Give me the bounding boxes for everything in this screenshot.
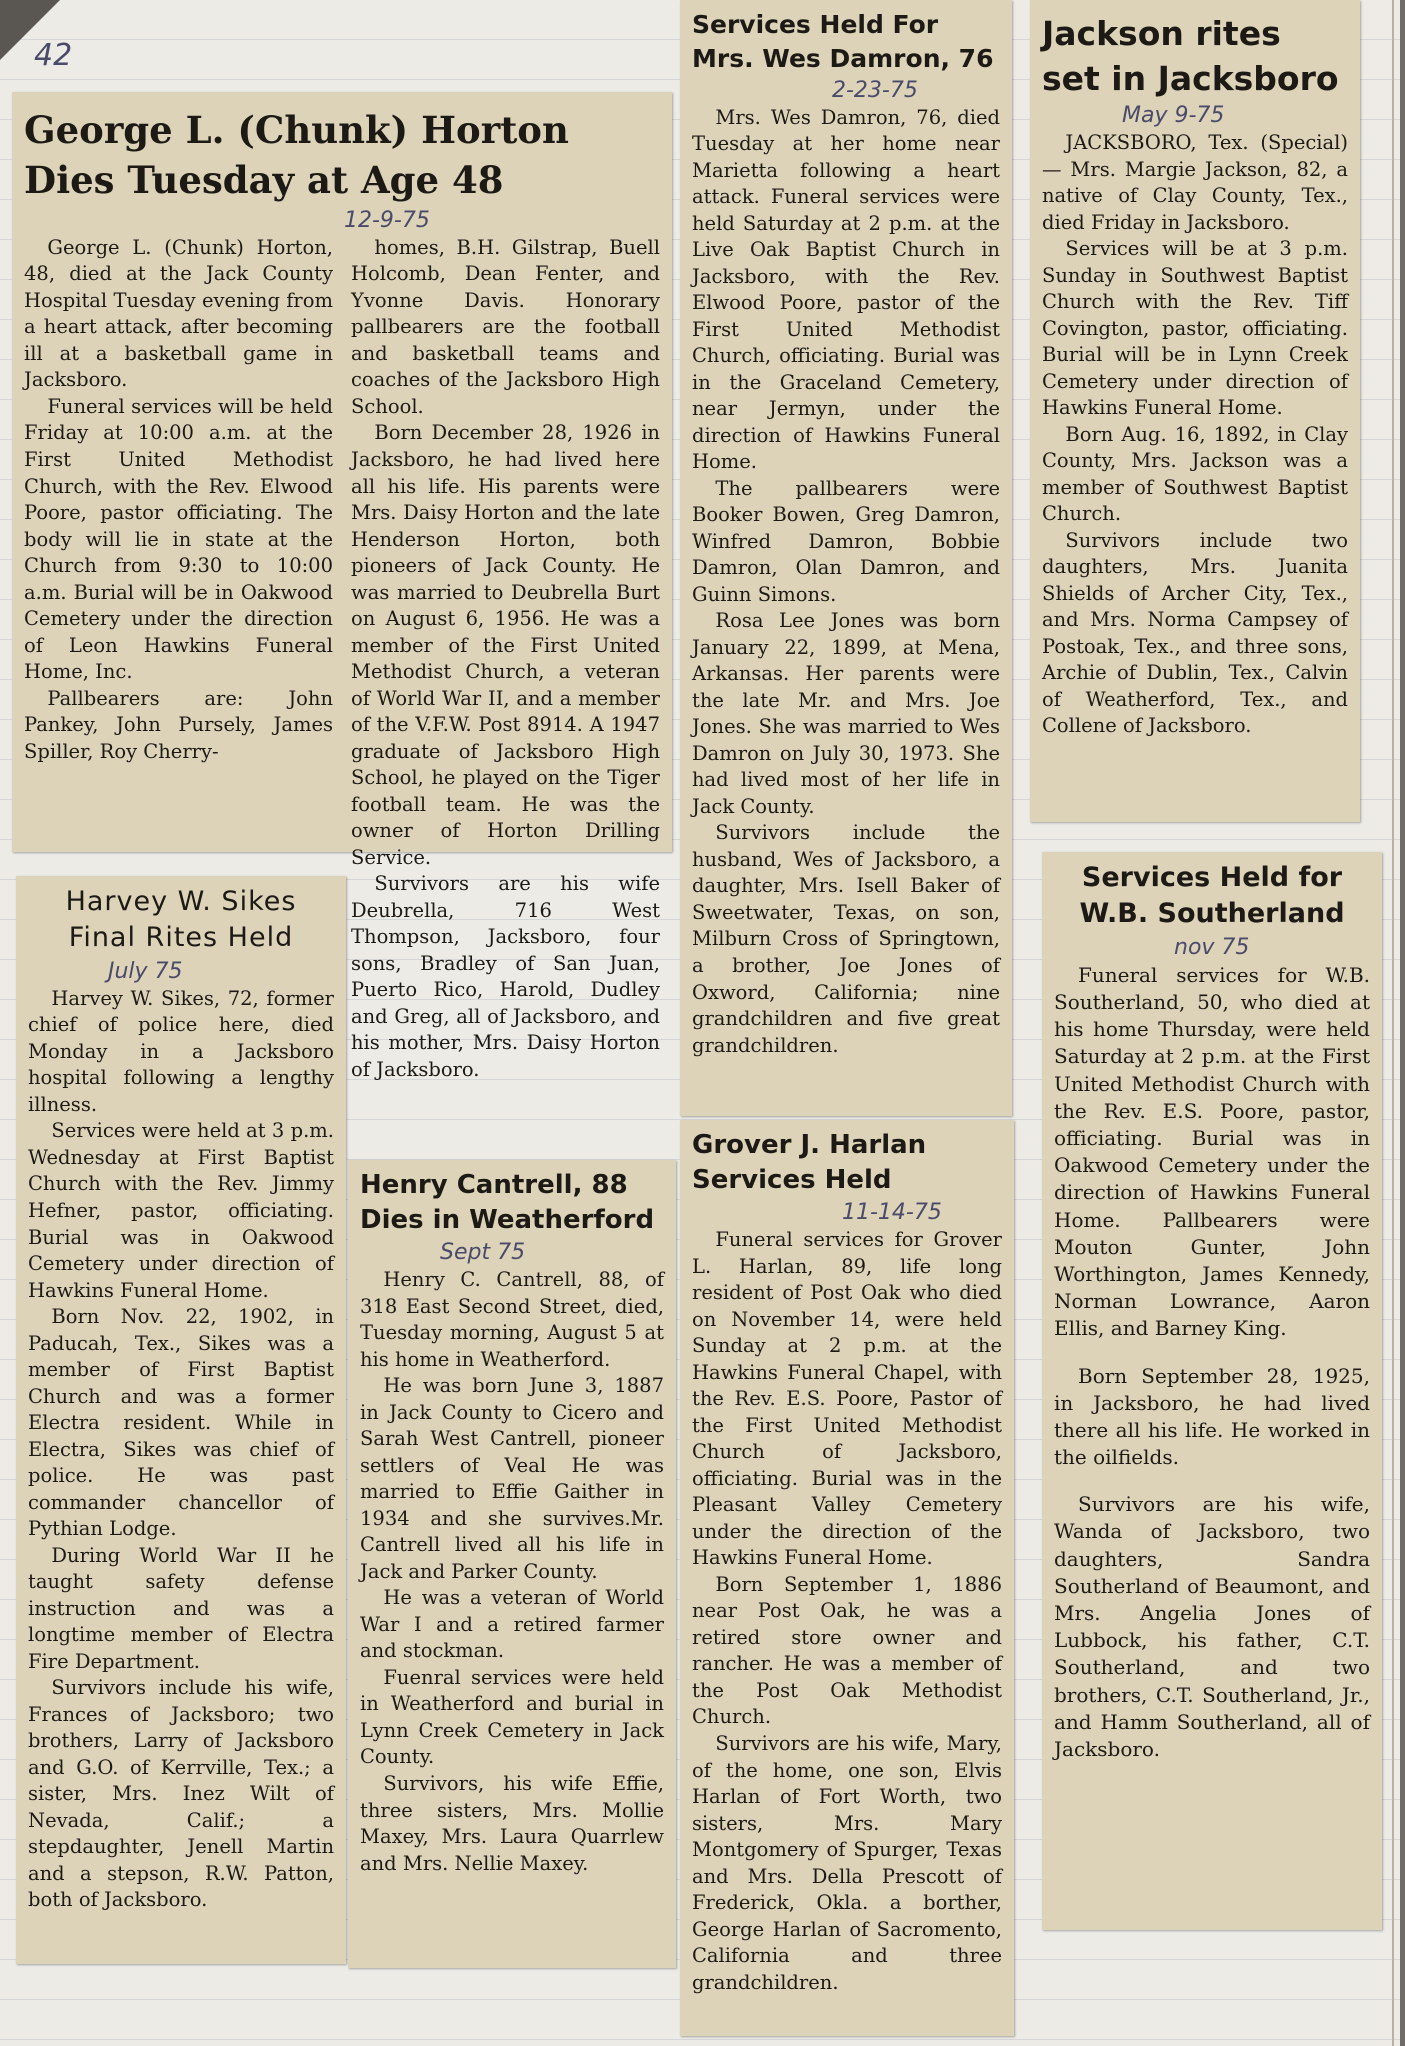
cantrell-paragraph: He was born June 3, 1887 in Jack County to Cicero and Sarah West Cantrell, pioneer settlers of Veal He was married to Effie Gaither in 1934 and she survives.Mr. Cantrell lived all his life in Jack and Parker County. [360,1374,664,1583]
cantrell-paragraph: Fuenral services were held in Weatherford and burial in Lynn Creek Cemetery in Jack County. [360,1665,664,1769]
sikes-headline: Harvey W. Sikes Final Rites Held [65,886,297,954]
damron-paragraph: Survivors include the husband, Wes of Jacksboro, a daughter, Mrs. Isell Baker of Sweetwater, Texas, on son, Milburn Cross of Springtown, a brother, Joe Jones of Oxword, California; nine grandchildren and five great grandchildren. [692,821,1000,1057]
horton-date-note: 12-9-75 [344,207,430,233]
horton-paragraph: Funeral services will be held Friday at 10:00 a.m. at the First United Methodist Church, with the Rev. Elwood Poore, pastor officiating. The body will lie in state at the Church from 9:30 to 10:00 a.m. Burial will be in Oakwood Cemetery under the direction of Leon Hawkins Funeral Home, Inc. [24,394,333,684]
clipping-harlan [680,1120,1014,2036]
horton-column-2 [351,235,660,1084]
horton-paragraph: Born December 28, 1926 in Jacksboro, he had lived here all his life. His parents were Mrs. Daisy Horton and the late Henderson Horton, both pioneers of Jack County. He was married to Deubrella Burt on August 6, 1956. He was a member of the First United Methodist Church, a veteran of World War II, and a member of the V.F.W. Post 8914. A 1947 graduate of Jacksboro High School, he played on the Tiger football team. He was the owner of Horton Drilling Service. [351,421,660,869]
horton-paragraph: Pallbearers are: John Pankey, John Pursely, James Spiller, Roy Cherry- [24,686,333,763]
harlan-headline: Grover J. Harlan Services Held [692,1130,927,1196]
clipping-sikes [16,876,346,1964]
jackson-date-note: May 9-75 [1122,103,1225,129]
southerland-paragraph: Born September 28, 1925, in Jacksboro, he had lived there all his life. He worked in the oilfields. [1054,1363,1370,1470]
cantrell-headline: Henry Cantrell, 88 Dies in Weatherford [360,1170,655,1236]
cantrell-paragraph: Henry C. Cantrell, 88, of 318 East Second Street, died, Tuesday morning, August 5 at his home in Weatherford. [360,1268,664,1371]
clipping-southerland [1042,852,1382,1930]
damron-date-note: 2-23-75 [832,77,918,103]
southerland-date-note: nov 75 [1174,934,1250,960]
southerland-paragraph: Survivors are his wife, Wanda of Jacksboro, two daughters, Sandra Southerland of Beaumont, and Mrs. Angelia Jones of Lubbock, his father, C.T. Southerland, and two brothers, C.T. Southerland, Jr., and Hamm Southerland, all of Jacksboro. [1054,1492,1370,1761]
page-number-note: 42 [34,38,73,73]
southerland-paragraph: Funeral services for W.B. Southerland, 50, who died at his home Thursday, were held Saturday at 2 p.m. at the First United Methodist Church with the Rev. E.S. Poore, pastor, officiating. Burial was in Oakwood Cemetery under the direction of Hawkins Funeral Home. Pallbearers were Mouton Gunter, John Worthington, James Kennedy, Norman Lowrance, Aaron Ellis, and Barney King. [1054,962,1370,1341]
harlan-paragraph: Funeral services for Grover L. Harlan, 89, life long resident of Post Oak who died on November 14, were held Sunday at 2 p.m. at the Hawkins Funeral Chapel, with the Rev. E.S. Poore, Pastor of the First United Methodist Church of Jacksboro, officiating. Burial was in the Pleasant Valley Cemetery under the direction of the Hawkins Funeral Home. [692,1228,1002,1570]
damron-paragraph: The pallbearers were Booker Bowen, Greg Damron, Winfred Damron, Bobbie Damron, Olan Damron, and Guinn Simons. [692,476,1000,606]
sikes-date-note: July 75 [108,958,183,984]
cantrell-date-note: Sept 75 [440,1240,526,1266]
jackson-headline: Jackson rites set in Jacksboro [1042,14,1339,98]
clipping-damron [680,0,1012,1116]
sikes-paragraph: Harvey W. Sikes, 72, former chief of police here, died Monday in a Jacksboro hospital following a lengthy illness. [28,986,334,1116]
page-margin-line [1392,0,1394,2046]
cantrell-paragraph: He was a veteran of World War I and a retired farmer and stockman. [360,1586,664,1663]
southerland-headline: Services Held for W.B. Southerland [1079,862,1345,930]
sikes-paragraph: Survivors include his wife, Frances of Jacksboro; two brothers, Larry of Jacksboro and G.O. of Kerrville, Tex.; a sister, Mrs. Inez Wilt of Nevada, Calif.; a stepdaughter, Jenell Martin and a stepson, R.W. Patton, both of Jacksboro. [28,1676,334,1912]
sikes-paragraph: During World War II he taught safety defense instruction and was a longtime member of Electra Fire Department. [28,1543,334,1673]
jackson-paragraph: JACKSBORO, Tex. (Special) — Mrs. Margie Jackson, 82, a native of Clay County, Tex., died Friday in Jacksboro. [1042,131,1348,234]
horton-paragraph: George L. (Chunk) Horton, 48, died at the Jack County Hospital Tuesday evening from a heart attack, after becoming ill at a basketball game in Jacksboro. [24,235,333,392]
jackson-paragraph: Survivors include two daughters, Mrs. Juanita Shields of Archer City, Tex., and Mrs. Norma Campsey of Postoak, Tex., and three sons, Archie of Dublin, Tex., Calvin of Weatherford, Tex., and Collene of Jacksboro. [1042,528,1348,738]
damron-paragraph: Mrs. Wes Damron, 76, died Tuesday at her home near Marietta following a heart attack. Funeral services were held Saturday at 2 p.m. at the Live Oak Baptist Church in Jacksboro, with the Rev. Elwood Poore, pastor of the First United Methodist Church, officiating. Burial was in the Graceland Cemetery, near Jermyn, under the direction of Hawkins Funeral Home. [692,105,1000,474]
harlan-paragraph: Born September 1, 1886 near Post Oak, he was a retired store owner and rancher. He was a member of the Post Oak Methodist Church. [692,1572,1002,1729]
horton-paragraph: homes, B.H. Gilstrap, Buell Holcomb, Dean Fenter, and Yvonne Davis. Honorary pallbearers are the football and basketball teams and coaches of the Jacksboro High School. [351,235,660,418]
horton-headline: George L. (Chunk) Horton Dies Tuesday at Age 48 [24,108,569,202]
damron-headline: Services Held For Mrs. Wes Damron, 76 [692,10,994,73]
harlan-date-note: 11-14-75 [842,1200,942,1226]
jackson-paragraph: Born Aug. 16, 1892, in Clay County, Mrs. Jackson was a member of Southwest Baptist Church. [1042,422,1348,526]
jackson-paragraph: Services will be at 3 p.m. Sunday in Southwest Baptist Church with the Rev. Tiff Covington, pastor, officiating. Burial will be in Lynn Creek Cemetery under direction of Hawkins Funeral Home. [1042,237,1348,420]
horton-paragraph: Survivors are his wife Deubrella, 716 West Thompson, Jacksboro, four sons, Bradley of San Juan, Puerto Rico, Harold, Dudley and Greg, all of Jacksboro, and his mother, Mrs. Daisy Horton of Jacksboro. [351,872,660,1081]
damron-paragraph: Rosa Lee Jones was born January 22, 1899, at Mena, Arkansas. Her parents were the late Mr. and Mrs. Joe Jones. She was married to Wes Damron on July 30, 1973. She had lived most of her life in Jack County. [692,609,1000,818]
cantrell-paragraph: Survivors, his wife Effie, three sisters, Mrs. Mollie Maxey, Mrs. Laura Quarrlew and Mrs. Nellie Maxey. [360,1771,664,1875]
clipping-cantrell [348,1160,676,1968]
harlan-paragraph: Survivors are his wife, Mary, of the home, one son, Elvis Harlan of Fort Worth, two sisters, Mrs. Mary Montgomery of Spurger, Texas and Mrs. Della Prescott of Frederick, Okla. a borther, George Harlan of Sacromento, California and three grandchildren. [692,1731,1002,1994]
sikes-paragraph: Services were held at 3 p.m. Wednesday at First Baptist Church with the Rev. Jimmy Hefner, pastor, officiating. Burial was in Oakwood Cemetery under direction of Hawkins Funeral Home. [28,1119,334,1302]
sikes-paragraph: Born Nov. 22, 1902, in Paducah, Tex., Sikes was a member of First Baptist Church and was a former Electra resident. While in Electra, Sikes was chief of police. He was past commander chancellor of Pythian Lodge. [28,1305,334,1541]
clipping-jackson [1030,0,1360,822]
